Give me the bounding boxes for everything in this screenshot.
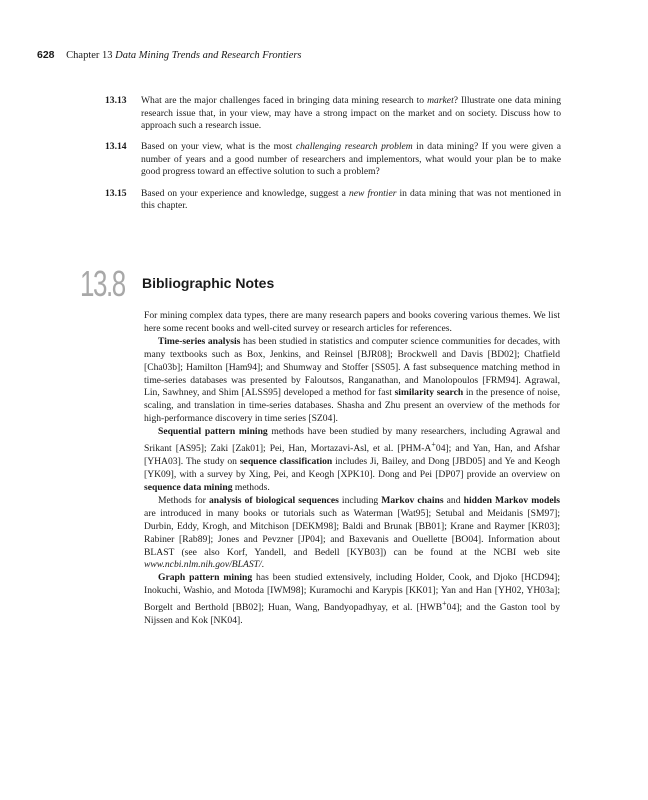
paragraph-graph-pattern: Graph pattern mining has been studied extensively, including Holder, Cook, and Djoko [HCD94]; Inokuchi, Washio, and Motoda [IWM98]; Kuramochi and Karypis [KK01]; Yan and Han [YH02, YH03a]; Borgelt and Berthold [BB02]; Huan, Wang, Bandyopadhyay, et al. [HWB+04]; and the Gaston tool by Nijssen and Kok [NK04]. <box>144 572 561 627</box>
ncbi-link[interactable]: www.ncbi.nlm.nih.gov/BLAST/ <box>144 559 262 571</box>
exercise-item <box>105 141 561 179</box>
chapter-title: Data Mining Trends and Research Frontiers <box>115 50 302 61</box>
exercise-item <box>105 188 561 213</box>
exercise-text: Based on your view, what is the most challenging research problem in data mining? If you were given a number of years and a good number of researchers and implementors, what would your plan be to make good progress toward an effective solution to such a problem? <box>141 141 561 178</box>
exercise-text: What are the major challenges faced in bringing data mining research to market? Illustrate one data mining research issue that, in your view, may have a strong impact on the market and on society. Discuss how to approach such a research issue. <box>141 95 562 132</box>
exercise-list <box>105 95 561 221</box>
paragraph-time-series: Time-series analysis has been studied in statistics and computer science communities for decades, with many textbooks such as Box, Jenkins, and Reinsel [BJR08]; Brockwell and Davis [BD02]; Chatfield [Cha03b]; Hamilton [Ham94]; and Shumway and Stoffer [SS05]. A fast subsequence matching method in time-series databases was presented by Faloutsos, Ranganathan, and Manolopoulos [FRM94]. Agrawal, Lin, Sawhney, and Shim [ALSS95] developed a method for fast similarity search in the presence of noise, scaling, and translation in time-series databases. Shasha and Zhu present an overview of the methods for high-performance discovery in time series [SZ04]. <box>144 335 560 425</box>
exercise-number: 13.13 <box>105 95 127 106</box>
paragraph-biological-sequences: Methods for analysis of biological sequences including Markov chains and hidden Markov models are introduced in many books or tutorials such as Waterman [Wat95]; Setubal and Meidanis [SM97]; Durbin, Eddy, Krogh, and Mitchison [DEKM98]; Baldi and Brunak [BB01]; Krane and Raymer [KR03]; Rabiner [Rab89]; Jones and Pevzner [JP04]; and Baxevanis and Ouellette [BO04]. Information about BLAST (see also Korf, Yandell, and Bedell [KYB03]) can be found at the NCBI web site www.ncbi.nlm.nih.gov/BLAST/. <box>144 494 560 571</box>
exercise-item <box>105 95 561 133</box>
page-number: 628 <box>37 49 55 61</box>
exercise-number: 13.14 <box>105 141 127 153</box>
section-number: 13.8 <box>80 263 125 304</box>
section-title: Bibliographic Notes <box>142 275 275 291</box>
exercise-text: Based on your experience and knowledge, suggest a new frontier in data mining that was not mentioned in this chapter. <box>141 187 561 212</box>
section-body <box>144 310 560 628</box>
paragraph-sequential-pattern: Sequential pattern mining methods have been studied by many researchers, including Agrawal and Srikant [AS95]; Zaki [Zak01]; Pei, Han, Mortazavi-Asl, et al. [PHM-A+04]; and Yan, Han, and Afshar [YHA03]. The study on sequence classification includes Ji, Bailey, and Dong [JBD05] and Ye and Keogh [YK09], with a survey by Xing, Pei, and Keogh [XPK10]. Dong and Pei [DP07] provide an overview on sequence data mining methods. <box>144 426 561 493</box>
chapter-label: Chapter 13 <box>66 50 113 61</box>
running-head <box>37 49 302 61</box>
paragraph-intro: For mining complex data types, there are many research papers and books covering various themes. We list here some recent books and well-cited survey or research articles for references. <box>144 310 560 334</box>
exercise-number: 13.15 <box>105 187 127 199</box>
